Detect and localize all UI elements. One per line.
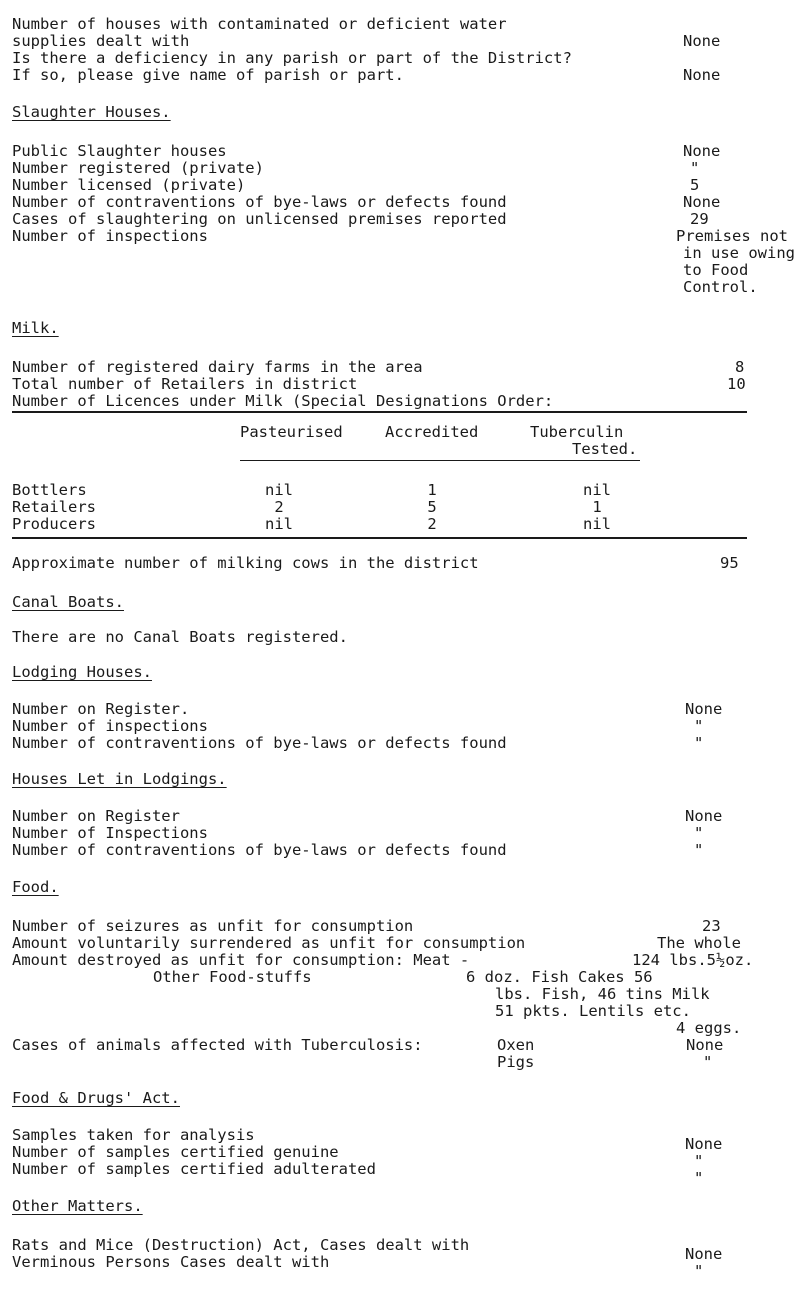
table-row-label: Producers xyxy=(12,515,96,533)
canal-text: There are no Canal Boats registered. xyxy=(12,628,348,646)
food-destroyed-value: 124 lbs.5½oz. xyxy=(632,951,754,969)
food-other-label: Other Food-stuffs xyxy=(153,968,312,986)
food-seizures-value: 23 xyxy=(702,917,721,935)
other-heading: Other Matters. xyxy=(12,1197,143,1215)
slaughter-row-label: Number of contraventions of bye-laws or defects found xyxy=(12,193,507,211)
milking-cows-label: Approximate number of milking cows in the district xyxy=(12,554,479,572)
food-tb-label: Cases of animals affected with Tuberculosis: xyxy=(12,1036,423,1054)
food-other-line1: 6 doz. Fish Cakes 56 xyxy=(466,968,653,986)
slaughter-note-line2: in use owing xyxy=(683,244,795,262)
milk-row-label: Number of Licences under Milk (Special Designations Order: xyxy=(12,392,554,410)
lodging-row-label: Number on Register. xyxy=(12,700,190,718)
table-header-rule xyxy=(240,460,640,461)
food-tb-oxen-value: None xyxy=(686,1036,724,1054)
table-cell: 1 xyxy=(427,481,437,499)
water-q2-line1: Is there a deficiency in any parish or part of the District? xyxy=(12,49,572,67)
water-q2-line2: If so, please give name of parish or part. xyxy=(12,66,404,84)
slaughter-row-value: 5 xyxy=(690,176,700,194)
slaughter-note-line4: Control. xyxy=(683,278,758,296)
drugs-row-label: Samples taken for analysis xyxy=(12,1126,255,1144)
lodgings-let-row-label: Number of contraventions of bye-laws or defects found xyxy=(12,841,507,859)
lodgings-let-row-label: Number on Register xyxy=(12,807,180,825)
table-cell: nil xyxy=(583,481,611,499)
food-other-line4: 4 eggs. xyxy=(676,1019,742,1037)
slaughter-row-value: " xyxy=(690,159,700,177)
water-q2-value: None xyxy=(683,66,721,84)
drugs-row-value: None xyxy=(685,1135,723,1153)
other-row-value: None xyxy=(685,1245,723,1263)
table-cell: 1 xyxy=(592,498,602,516)
food-other-line3: 51 pkts. Lentils etc. xyxy=(495,1002,691,1020)
milking-cows-value: 95 xyxy=(720,554,739,572)
food-tb-pigs-label: Pigs xyxy=(497,1053,535,1071)
table-cell: nil xyxy=(265,481,293,499)
slaughter-row-value: None xyxy=(683,193,721,211)
food-surrendered-label: Amount voluntarily surrendered as unfit for consumption xyxy=(12,934,526,952)
milk-row-label: Total number of Retailers in district xyxy=(12,375,358,393)
drugs-row-label: Number of samples certified adulterated xyxy=(12,1160,376,1178)
lodging-row-value: " xyxy=(694,734,704,752)
slaughter-row-value: None xyxy=(683,142,721,160)
slaughter-heading: Slaughter Houses. xyxy=(12,103,171,121)
slaughter-row-label: Number registered (private) xyxy=(12,159,264,177)
slaughter-row-value: 29 xyxy=(690,210,709,228)
lodging-heading: Lodging Houses. xyxy=(12,663,152,681)
table-cell: 2 xyxy=(427,515,437,533)
slaughter-note: Premises not xyxy=(676,227,788,245)
lodgings-let-row-label: Number of Inspections xyxy=(12,824,208,842)
slaughter-row-label: Cases of slaughtering on unlicensed premises reported xyxy=(12,210,507,228)
slaughter-row-label: Number licensed (private) xyxy=(12,176,246,194)
food-heading: Food. xyxy=(12,878,59,896)
lodgings-let-row-value: " xyxy=(694,824,704,842)
drugs-row-value: " xyxy=(694,1169,704,1187)
lodging-row-value: " xyxy=(694,717,704,735)
table-col-header: Pasteurised xyxy=(240,423,343,441)
other-row-value: " xyxy=(694,1262,704,1280)
table-row-label: Bottlers xyxy=(12,481,87,499)
table-row-label: Retailers xyxy=(12,498,96,516)
lodging-row-label: Number of contraventions of bye-laws or defects found xyxy=(12,734,507,752)
lodgings-let-heading: Houses Let in Lodgings. xyxy=(12,770,227,788)
canal-heading: Canal Boats. xyxy=(12,593,124,611)
water-q1-line2: supplies dealt with xyxy=(12,32,190,50)
lodgings-let-row-value: " xyxy=(694,841,704,859)
lodging-row-label: Number of inspections xyxy=(12,717,208,735)
food-other-line2: lbs. Fish, 46 tins Milk xyxy=(495,985,710,1003)
table-col-header: Tuberculin xyxy=(530,423,624,441)
lodging-row-value: None xyxy=(685,700,723,718)
food-tb-pigs-value: " xyxy=(703,1053,713,1071)
water-q1-line1: Number of houses with contaminated or deficient water xyxy=(12,15,507,33)
table-cell: 2 xyxy=(274,498,284,516)
table-cell: nil xyxy=(583,515,611,533)
other-row-label: Verminous Persons Cases dealt with xyxy=(12,1253,330,1271)
drugs-row-label: Number of samples certified genuine xyxy=(12,1143,339,1161)
slaughter-note-line3: to Food xyxy=(683,261,749,279)
drugs-heading: Food & Drugs' Act. xyxy=(12,1089,180,1107)
food-surrendered-value: The whole xyxy=(657,934,741,952)
table-bottom-rule xyxy=(12,537,747,539)
table-cell: nil xyxy=(265,515,293,533)
table-top-rule xyxy=(12,411,747,413)
milk-row-label: Number of registered dairy farms in the area xyxy=(12,358,423,376)
water-q1-value: None xyxy=(683,32,721,50)
food-tb-oxen-label: Oxen xyxy=(497,1036,535,1054)
table-col-header: Accredited xyxy=(385,423,479,441)
lodgings-let-row-value: None xyxy=(685,807,723,825)
milk-row-value: 10 xyxy=(727,375,746,393)
drugs-row-value: " xyxy=(694,1152,704,1170)
milk-heading: Milk. xyxy=(12,319,59,337)
other-row-label: Rats and Mice (Destruction) Act, Cases dealt with xyxy=(12,1236,470,1254)
food-seizures-label: Number of seizures as unfit for consumption xyxy=(12,917,414,935)
table-cell: 5 xyxy=(427,498,437,516)
slaughter-row-label: Number of inspections xyxy=(12,227,208,245)
table-col-header: Tested. xyxy=(572,440,638,458)
food-destroyed-label: Amount destroyed as unfit for consumption: Meat - xyxy=(12,951,470,969)
slaughter-row-label: Public Slaughter houses xyxy=(12,142,227,160)
milk-row-value: 8 xyxy=(735,358,745,376)
